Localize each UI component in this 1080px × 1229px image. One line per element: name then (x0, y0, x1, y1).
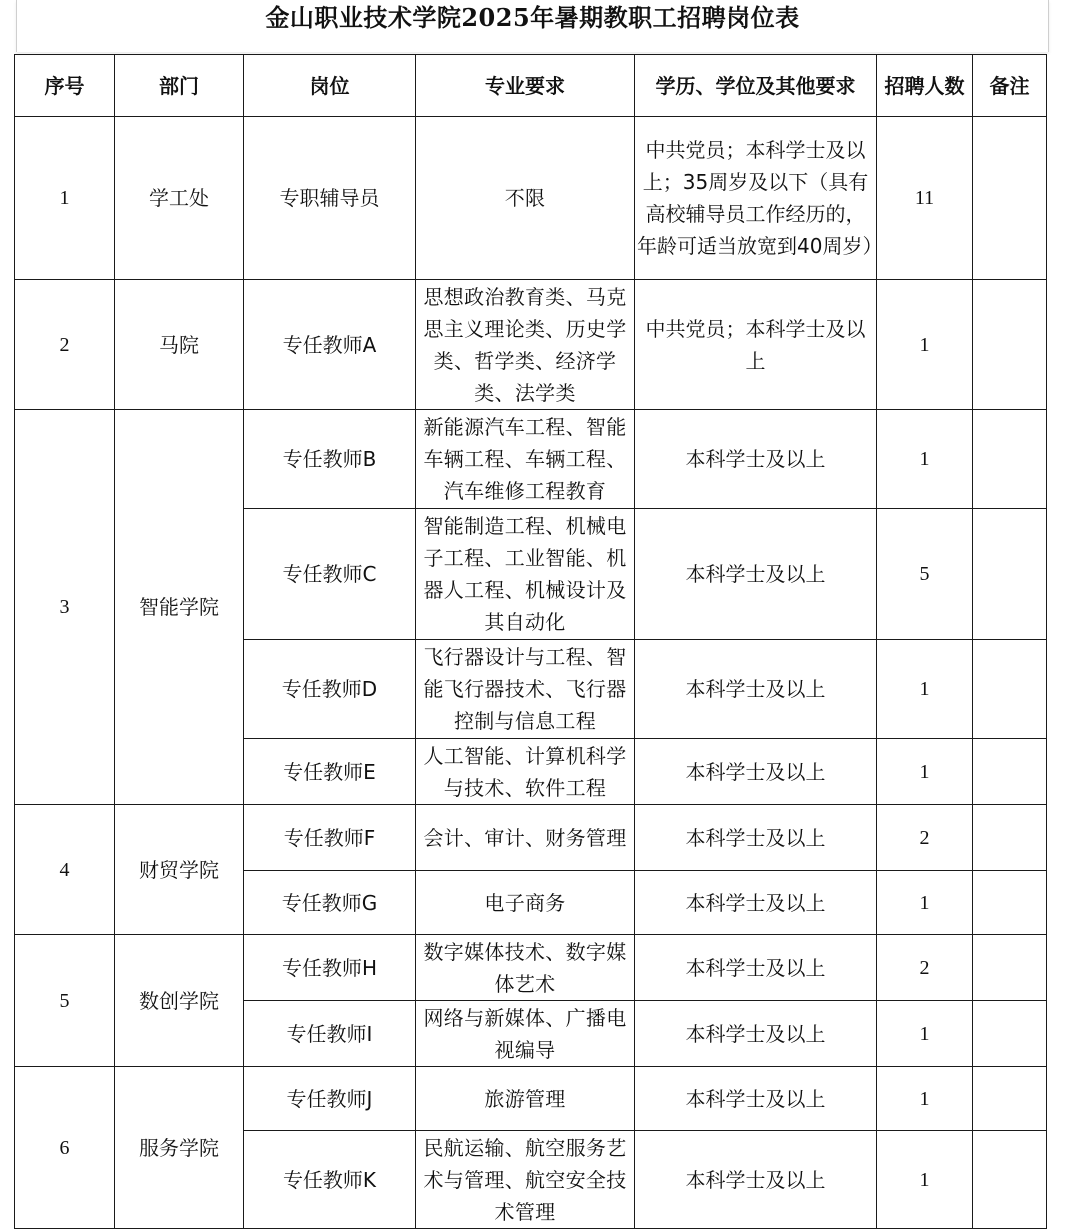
header-dept: 部门 (115, 55, 244, 117)
cell-dept: 服务学院 (115, 1067, 244, 1229)
cell-count: 1 (877, 280, 973, 410)
cell-post: 专任教师G (244, 871, 416, 935)
cell-post: 专任教师J (244, 1067, 416, 1131)
cell-post: 专任教师C (244, 509, 416, 640)
cell-edu: 本科学士及以上 (635, 935, 877, 1001)
header-seq: 序号 (15, 55, 115, 117)
cell-seq: 4 (15, 805, 115, 935)
cell-remark (973, 117, 1047, 280)
cell-edu: 本科学士及以上 (635, 1131, 877, 1229)
table-row (15, 805, 1047, 871)
cell-count: 1 (877, 640, 973, 739)
cell-edu: 本科学士及以上 (635, 871, 877, 935)
header-post: 岗位 (244, 55, 416, 117)
cell-seq: 1 (15, 117, 115, 280)
cell-edu: 中共党员；本科学士及以上 (635, 280, 877, 410)
cell-dept: 智能学院 (115, 410, 244, 805)
cell-major: 人工智能、计算机科学与技术、软件工程 (416, 739, 635, 805)
cell-post: 专任教师B (244, 410, 416, 509)
cell-count: 1 (877, 410, 973, 509)
cell-post: 专任教师F (244, 805, 416, 871)
cell-count: 5 (877, 509, 973, 640)
cell-count: 1 (877, 1001, 973, 1067)
cell-remark (973, 280, 1047, 410)
cell-post: 专任教师D (244, 640, 416, 739)
cell-dept: 马院 (115, 280, 244, 410)
cell-post: 专任教师K (244, 1131, 416, 1229)
cell-major: 智能制造工程、机械电子工程、工业智能、机器人工程、机械设计及其自动化 (416, 509, 635, 640)
cell-seq: 6 (15, 1067, 115, 1229)
cell-edu: 本科学士及以上 (635, 1001, 877, 1067)
cell-edu: 本科学士及以上 (635, 1067, 877, 1131)
header-row (15, 55, 1047, 117)
cell-count: 11 (877, 117, 973, 280)
cell-remark (973, 410, 1047, 509)
cell-post: 专任教师I (244, 1001, 416, 1067)
cell-remark (973, 1131, 1047, 1229)
cell-major: 会计、审计、财务管理 (416, 805, 635, 871)
cell-major: 思想政治教育类、马克思主义理论类、历史学类、哲学类、经济学类、法学类 (416, 280, 635, 410)
cell-post: 专职辅导员 (244, 117, 416, 280)
cell-major: 网络与新媒体、广播电视编导 (416, 1001, 635, 1067)
table-row (15, 410, 1047, 509)
cell-dept: 数创学院 (115, 935, 244, 1067)
cell-edu: 中共党员；本科学士及以上；35周岁及以下（具有高校辅导员工作经历的，年龄可适当放宽到40周岁） (635, 117, 877, 280)
cell-seq: 5 (15, 935, 115, 1067)
cell-remark (973, 640, 1047, 739)
cell-count: 1 (877, 1131, 973, 1229)
cell-remark (973, 509, 1047, 640)
title-bar (16, 0, 1049, 52)
cell-major: 民航运输、航空服务艺术与管理、航空安全技术管理 (416, 1131, 635, 1229)
cell-remark (973, 1001, 1047, 1067)
table-row (15, 280, 1047, 410)
header-edu: 学历、学位及其他要求 (635, 55, 877, 117)
cell-edu: 本科学士及以上 (635, 805, 877, 871)
cell-post: 专任教师H (244, 935, 416, 1001)
cell-major: 飞行器设计与工程、智能飞行器技术、飞行器控制与信息工程 (416, 640, 635, 739)
cell-major: 电子商务 (416, 871, 635, 935)
table-row (15, 117, 1047, 280)
recruitment-table (14, 54, 1047, 1229)
cell-edu: 本科学士及以上 (635, 509, 877, 640)
cell-count: 1 (877, 871, 973, 935)
cell-edu: 本科学士及以上 (635, 640, 877, 739)
cell-seq: 3 (15, 410, 115, 805)
cell-dept: 学工处 (115, 117, 244, 280)
cell-count: 1 (877, 739, 973, 805)
table-row (15, 1067, 1047, 1131)
page-title: 金山职业技术学院2025年暑期教职工招聘岗位表 (265, 3, 800, 32)
header-major: 专业要求 (416, 55, 635, 117)
cell-post: 专任教师A (244, 280, 416, 410)
cell-remark (973, 1067, 1047, 1131)
cell-major: 不限 (416, 117, 635, 280)
cell-post: 专任教师E (244, 739, 416, 805)
cell-count: 2 (877, 935, 973, 1001)
header-count: 招聘人数 (877, 55, 973, 117)
cell-seq: 2 (15, 280, 115, 410)
cell-major: 数字媒体技术、数字媒体艺术 (416, 935, 635, 1001)
cell-remark (973, 935, 1047, 1001)
cell-major: 旅游管理 (416, 1067, 635, 1131)
cell-remark (973, 871, 1047, 935)
cell-dept: 财贸学院 (115, 805, 244, 935)
table-row (15, 935, 1047, 1001)
cell-edu: 本科学士及以上 (635, 739, 877, 805)
cell-count: 1 (877, 1067, 973, 1131)
cell-edu: 本科学士及以上 (635, 410, 877, 509)
cell-major: 新能源汽车工程、智能车辆工程、车辆工程、汽车维修工程教育 (416, 410, 635, 509)
cell-remark (973, 739, 1047, 805)
header-remark: 备注 (973, 55, 1047, 117)
cell-remark (973, 805, 1047, 871)
cell-count: 2 (877, 805, 973, 871)
